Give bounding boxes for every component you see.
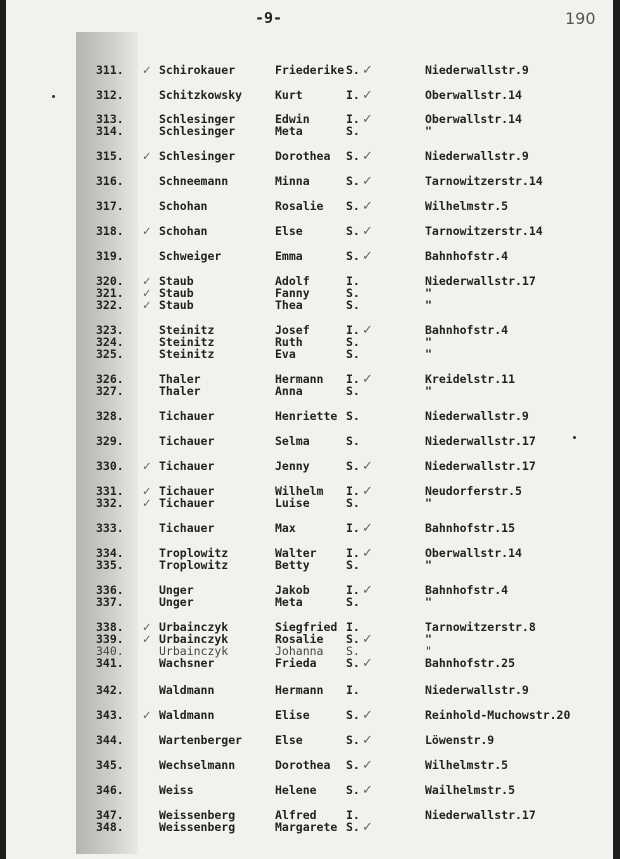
entry-first-name: Betty — [275, 558, 310, 572]
entry-surname: Troplowitz — [159, 546, 229, 560]
entry-gender-mark: I. — [346, 683, 360, 697]
entry-gender-mark: I. — [346, 372, 360, 386]
entry-address: Löwenstr.9 — [425, 733, 495, 747]
entry-address: Niederwallstr.17 — [425, 459, 536, 473]
entry-number: 346. — [96, 783, 124, 797]
entry-gender-mark: S. — [346, 820, 360, 834]
entry-number: 318. — [96, 224, 124, 238]
entry-address: Niederwallstr.17 — [425, 434, 536, 448]
entry-first-name: Else — [275, 733, 303, 747]
entry-address: Bahnhofstr.15 — [425, 521, 516, 535]
tick-mark: ✓ — [142, 620, 152, 634]
entry-number: 321. — [96, 286, 124, 300]
entry-number: 320. — [96, 274, 124, 288]
register-entry — [0, 224, 620, 239]
entry-surname: Schlesinger — [159, 149, 236, 163]
entry-first-name: Luise — [275, 496, 310, 510]
entry-gender-mark: I. — [346, 620, 360, 634]
tick-mark: ✓ — [142, 484, 152, 498]
entry-address: Niederwallstr.9 — [425, 63, 529, 77]
entry-surname: Staub — [159, 286, 194, 300]
register-entry — [0, 708, 620, 723]
entry-surname: Tichauer — [159, 459, 215, 473]
entry-number: 313. — [96, 112, 124, 126]
entry-gender-mark: S. — [346, 384, 360, 398]
entry-number: 339. — [96, 632, 124, 646]
entry-gender-mark: S. — [346, 199, 360, 213]
entry-surname: Waldmann — [159, 683, 215, 697]
register-entry — [0, 733, 620, 748]
entry-number: 332. — [96, 496, 124, 510]
entry-number: 314. — [96, 124, 124, 138]
register-entry — [0, 274, 620, 286]
entry-first-name: Frieda — [275, 656, 317, 670]
entry-number: 341. — [96, 656, 124, 670]
entry-number: 326. — [96, 372, 124, 386]
entry-first-name: Helene — [275, 783, 317, 797]
tick-mark: ✓ — [142, 286, 152, 300]
register-entry — [0, 459, 620, 474]
register-entry — [0, 484, 620, 499]
register-entry — [0, 347, 620, 359]
entry-gender-mark: S. — [346, 286, 360, 300]
check-mark: ✓ — [362, 783, 373, 798]
entry-gender-mark: I. — [346, 323, 360, 337]
entry-gender-mark: I. — [346, 546, 360, 560]
entry-first-name: Thea — [275, 298, 303, 312]
register-entry — [0, 808, 620, 820]
entry-gender-mark: S. — [346, 459, 360, 473]
entry-address: Bahnhofstr.4 — [425, 249, 509, 263]
entry-address: " — [425, 384, 432, 398]
register-entry — [0, 644, 620, 656]
entry-number: 329. — [96, 434, 124, 448]
tick-mark: ✓ — [142, 63, 152, 77]
entry-first-name: Eva — [275, 347, 296, 361]
register-entry — [0, 558, 620, 570]
entry-surname: Weiss — [159, 783, 194, 797]
entry-number: 323. — [96, 323, 124, 337]
check-mark: ✓ — [362, 174, 373, 189]
entry-gender-mark: I. — [346, 583, 360, 597]
entry-surname: Tichauer — [159, 484, 215, 498]
entry-surname: Tichauer — [159, 496, 215, 510]
entry-number: 336. — [96, 583, 124, 597]
entry-address: Niederwallstr.9 — [425, 683, 529, 697]
entry-number: 325. — [96, 347, 124, 361]
entry-surname: Staub — [159, 274, 194, 288]
entry-address: " — [425, 298, 432, 312]
entry-surname: Schohan — [159, 224, 208, 238]
entry-number: 327. — [96, 384, 124, 398]
entry-number: 345. — [96, 758, 124, 772]
entry-address: Tarnowitzerstr.14 — [425, 224, 543, 238]
entry-first-name: Meta — [275, 124, 303, 138]
entry-surname: Steinitz — [159, 347, 215, 361]
entry-first-name: Max — [275, 521, 296, 535]
entry-first-name: Elise — [275, 708, 310, 722]
tick-mark: ✓ — [142, 298, 152, 312]
tick-mark: ✓ — [142, 459, 152, 473]
entry-gender-mark: I. — [346, 88, 360, 102]
entry-gender-mark: S. — [346, 632, 360, 646]
entry-surname: Steinitz — [159, 323, 215, 337]
entry-first-name: Hermann — [275, 683, 324, 697]
entry-gender-mark: S. — [346, 174, 360, 188]
entry-address: " — [425, 558, 432, 572]
entry-surname: Steinitz — [159, 335, 215, 349]
entry-surname: Schohan — [159, 199, 208, 213]
page-number: -9- — [255, 9, 283, 27]
entry-gender-mark: I. — [346, 521, 360, 535]
tick-mark: ✓ — [142, 224, 152, 238]
entry-first-name: Rosalie — [275, 199, 324, 213]
entry-gender-mark: I. — [346, 274, 360, 288]
register-entry — [0, 758, 620, 773]
check-mark: ✓ — [362, 323, 373, 338]
entry-address: " — [425, 335, 432, 349]
check-mark: ✓ — [362, 758, 373, 773]
register-entry — [0, 409, 620, 421]
check-mark: ✓ — [362, 249, 373, 264]
entry-surname: Schitzkowsky — [159, 88, 243, 102]
entry-address: " — [425, 347, 432, 361]
tick-mark: ✓ — [142, 632, 152, 646]
entry-gender-mark: S. — [346, 124, 360, 138]
entry-gender-mark: S. — [346, 434, 360, 448]
entry-surname: Weissenberg — [159, 820, 236, 834]
folio-number: 190 — [565, 9, 596, 28]
entry-address: " — [425, 286, 432, 300]
entry-number: 328. — [96, 409, 124, 423]
register-entry — [0, 521, 620, 536]
entry-number: 334. — [96, 546, 124, 560]
entry-address: Tarnowitzerstr.14 — [425, 174, 543, 188]
register-entry — [0, 174, 620, 189]
entry-surname: Tichauer — [159, 434, 215, 448]
entry-address: Oberwallstr.14 — [425, 112, 522, 126]
register-entry — [0, 434, 620, 446]
entry-first-name: Wilhelm — [275, 484, 324, 498]
paper-speck — [52, 95, 55, 98]
entry-number: 337. — [96, 595, 124, 609]
entry-first-name: Anna — [275, 384, 303, 398]
check-mark: ✓ — [362, 88, 373, 103]
entry-gender-mark: S. — [346, 335, 360, 349]
entry-number: 348. — [96, 820, 124, 834]
check-mark: ✓ — [362, 149, 373, 164]
entry-gender-mark: S. — [346, 224, 360, 238]
register-entry — [0, 620, 620, 632]
entry-surname: Tichauer — [159, 409, 215, 423]
entry-surname: Unger — [159, 583, 194, 597]
entry-surname: Schweiger — [159, 249, 222, 263]
entry-address: Bahnhofstr.25 — [425, 656, 516, 670]
entry-surname: Urbainczyk — [159, 644, 229, 658]
entry-address: Niederwallstr.9 — [425, 149, 529, 163]
entry-gender-mark: S. — [346, 249, 360, 263]
entry-first-name: Minna — [275, 174, 310, 188]
check-mark: ✓ — [362, 224, 373, 239]
register-entry — [0, 124, 620, 136]
register-entry — [0, 372, 620, 387]
entry-gender-mark: S. — [346, 656, 360, 670]
register-entry — [0, 88, 620, 103]
entry-surname: Unger — [159, 595, 194, 609]
entry-number: 335. — [96, 558, 124, 572]
entry-first-name: Jakob — [275, 583, 310, 597]
entry-address: Bahnhofstr.4 — [425, 583, 509, 597]
entry-address: Kreidelstr.11 — [425, 372, 516, 386]
entry-number: 316. — [96, 174, 124, 188]
entry-address: Wailhelmstr.5 — [425, 783, 516, 797]
entry-number: 340. — [96, 644, 124, 658]
entry-address: " — [425, 644, 432, 658]
entry-address: " — [425, 124, 432, 138]
entry-address: Wilhelmstr.5 — [425, 758, 509, 772]
entry-surname: Schlesinger — [159, 112, 236, 126]
entry-first-name: Friederike — [275, 63, 345, 77]
entry-address: Neudorferstr.5 — [425, 484, 522, 498]
register-entry — [0, 595, 620, 607]
entry-surname: Wechselmann — [159, 758, 236, 772]
entry-gender-mark: S. — [346, 409, 360, 423]
entry-gender-mark: S. — [346, 298, 360, 312]
register-entry — [0, 683, 620, 695]
entry-surname: Tichauer — [159, 521, 215, 535]
check-mark: ✓ — [362, 632, 373, 647]
entry-surname: Schirokauer — [159, 63, 236, 77]
entry-first-name: Emma — [275, 249, 303, 263]
tick-mark: ✓ — [142, 708, 152, 722]
entry-surname: Wartenberger — [159, 733, 243, 747]
entry-surname: Thaler — [159, 384, 201, 398]
entry-gender-mark: S. — [346, 558, 360, 572]
register-entry — [0, 298, 620, 310]
check-mark: ✓ — [362, 459, 373, 474]
entry-gender-mark: I. — [346, 808, 360, 822]
entry-address: Bahnhofstr.4 — [425, 323, 509, 337]
entry-number: 322. — [96, 298, 124, 312]
register-entry — [0, 149, 620, 164]
entry-surname: Urbainczyk — [159, 632, 229, 646]
entry-address: " — [425, 632, 432, 646]
entry-number: 315. — [96, 149, 124, 163]
entry-first-name: Meta — [275, 595, 303, 609]
entry-gender-mark: S. — [346, 733, 360, 747]
entry-surname: Waldmann — [159, 708, 215, 722]
entry-address: Reinhold-Muchowstr.20 — [425, 708, 571, 722]
register-entry — [0, 323, 620, 338]
check-mark: ✓ — [362, 820, 373, 835]
entry-first-name: Else — [275, 224, 303, 238]
entry-address: Niederwallstr.17 — [425, 808, 536, 822]
entry-gender-mark: S. — [346, 595, 360, 609]
paper-speck — [573, 436, 576, 439]
entry-first-name: Henriette — [275, 409, 338, 423]
register-entry — [0, 199, 620, 214]
check-mark: ✓ — [362, 112, 373, 127]
register-entry — [0, 583, 620, 598]
register-entry — [0, 112, 620, 127]
entry-surname: Wachsner — [159, 656, 215, 670]
entry-surname: Staub — [159, 298, 194, 312]
entry-surname: Schneemann — [159, 174, 229, 188]
entry-address: Oberwallstr.14 — [425, 88, 522, 102]
entry-number: 330. — [96, 459, 124, 473]
entry-number: 311. — [96, 63, 124, 77]
entry-address: Niederwallstr.9 — [425, 409, 529, 423]
entry-address: Oberwallstr.14 — [425, 546, 522, 560]
check-mark: ✓ — [362, 583, 373, 598]
tick-mark: ✓ — [142, 274, 152, 288]
entry-number: 347. — [96, 808, 124, 822]
entry-number: 344. — [96, 733, 124, 747]
entry-first-name: Walter — [275, 546, 317, 560]
entry-first-name: Fanny — [275, 286, 310, 300]
check-mark: ✓ — [362, 546, 373, 561]
entry-surname: Troplowitz — [159, 558, 229, 572]
entry-number: 312. — [96, 88, 124, 102]
register-entry — [0, 496, 620, 508]
check-mark: ✓ — [362, 733, 373, 748]
entry-first-name: Hermann — [275, 372, 324, 386]
entry-gender-mark: S. — [346, 496, 360, 510]
entry-first-name: Jenny — [275, 459, 310, 473]
entry-address: " — [425, 595, 432, 609]
entry-first-name: Selma — [275, 434, 310, 448]
check-mark: ✓ — [362, 63, 373, 78]
entry-first-name: Alfred — [275, 808, 317, 822]
entry-number: 333. — [96, 521, 124, 535]
entry-number: 317. — [96, 199, 124, 213]
entry-number: 342. — [96, 683, 124, 697]
entry-first-name: Ruth — [275, 335, 303, 349]
entry-number: 324. — [96, 335, 124, 349]
entry-gender-mark: S. — [346, 149, 360, 163]
entry-gender-mark: S. — [346, 644, 360, 658]
entry-surname: Weissenberg — [159, 808, 236, 822]
entry-first-name: Dorothea — [275, 149, 331, 163]
entry-gender-mark: S. — [346, 708, 360, 722]
check-mark: ✓ — [362, 708, 373, 723]
register-entry — [0, 820, 620, 835]
entry-first-name: Josef — [275, 323, 310, 337]
entry-number: 319. — [96, 249, 124, 263]
entry-gender-mark: S. — [346, 347, 360, 361]
entry-number: 343. — [96, 708, 124, 722]
entry-address: " — [425, 496, 432, 510]
entry-first-name: Johanna — [275, 644, 324, 658]
register-entry — [0, 286, 620, 298]
check-mark: ✓ — [362, 484, 373, 499]
tick-mark: ✓ — [142, 496, 152, 510]
check-mark: ✓ — [362, 372, 373, 387]
entry-surname: Schlesinger — [159, 124, 236, 138]
entry-gender-mark: S. — [346, 63, 360, 77]
register-entry — [0, 783, 620, 798]
entry-first-name: Siegfried — [275, 620, 338, 634]
entry-gender-mark: S. — [346, 758, 360, 772]
entry-surname: Thaler — [159, 372, 201, 386]
register-entry — [0, 63, 620, 78]
register-entry — [0, 656, 620, 671]
check-mark: ✓ — [362, 521, 373, 536]
register-entry — [0, 384, 620, 396]
tick-mark: ✓ — [142, 149, 152, 163]
entry-first-name: Rosalie — [275, 632, 324, 646]
entry-first-name: Kurt — [275, 88, 303, 102]
register-entry — [0, 335, 620, 347]
entry-first-name: Dorothea — [275, 758, 331, 772]
entry-gender-mark: S. — [346, 783, 360, 797]
register-entry — [0, 249, 620, 264]
entry-address: Wilhelmstr.5 — [425, 199, 509, 213]
check-mark: ✓ — [362, 199, 373, 214]
register-entry — [0, 546, 620, 561]
entry-number: 338. — [96, 620, 124, 634]
entry-gender-mark: I. — [346, 484, 360, 498]
entry-first-name: Edwin — [275, 112, 310, 126]
check-mark: ✓ — [362, 656, 373, 671]
entry-address: Tarnowitzerstr.8 — [425, 620, 536, 634]
entry-number: 331. — [96, 484, 124, 498]
entry-first-name: Margarete — [275, 820, 338, 834]
entry-address: Niederwallstr.17 — [425, 274, 536, 288]
entry-first-name: Adolf — [275, 274, 310, 288]
entry-gender-mark: I. — [346, 112, 360, 126]
entry-surname: Urbainczyk — [159, 620, 229, 634]
register-entry — [0, 632, 620, 647]
